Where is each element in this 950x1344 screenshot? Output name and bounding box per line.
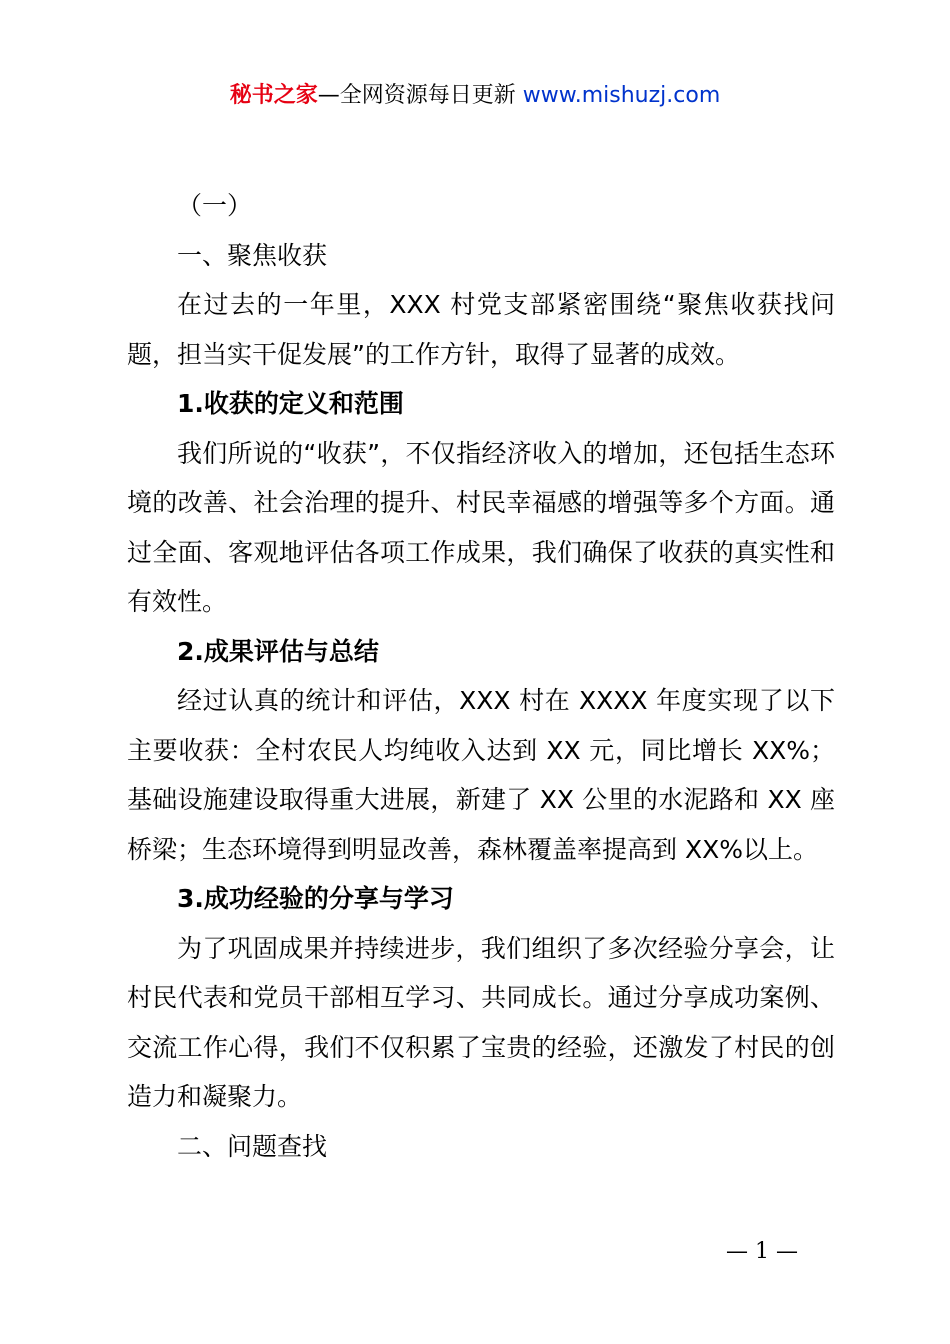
subsection-title: 1.收获的定义和范围 — [177, 389, 404, 418]
body-paragraph: 为了巩固成果并持续进步，我们组织了多次经验分享会，让村民代表和党员干部相互学习、共同成长。通过分享成功案例、交流工作心得，我们不仅积累了宝贵的经验，还激发了村民的创造力和凝聚力。 — [127, 933, 835, 1111]
document-body — [127, 181, 835, 1171]
subsection-title: 3.成功经验的分享与学习 — [177, 884, 454, 913]
section-title: 二、问题查找 — [177, 1131, 328, 1161]
site-brand: 秘书之家 — [229, 83, 318, 108]
body-paragraph: 经过认真的统计和评估，XXX 村在 XXXX 年度实现了以下主要收获：全村农民人均纯收入达到 XX 元，同比增长 XX%；基础设施建设取得重大进展，新建了 XX 公里的水泥路和 XX 座桥梁；生态环境得到明显改善，森林覆盖率提高到 XX%以上。 — [127, 686, 835, 864]
intro-paragraph: 在过去的一年里，XXX 村党支部紧密围绕“聚焦收获找问题，担当实干促发展”的工作方针，取得了显著的成效。 — [127, 290, 835, 369]
site-header — [0, 80, 950, 112]
site-tagline: —全网资源每日更新 — [317, 83, 523, 108]
site-url-link[interactable]: www.mishuzj.com — [522, 83, 721, 108]
subsection-title: 2.成果评估与总结 — [177, 636, 379, 666]
section-title: 一、聚焦收获 — [177, 240, 328, 270]
body-paragraph: 我们所说的“收获”，不仅指经济收入的增加，还包括生态环境的改善、社会治理的提升、村民幸福感的增强等多个方面。通过全面、客观地评估各项工作成果，我们确保了收获的真实性和有效性。 — [127, 438, 835, 616]
page-number: — 1 — — [726, 1239, 798, 1264]
part-label: （一） — [177, 191, 253, 220]
